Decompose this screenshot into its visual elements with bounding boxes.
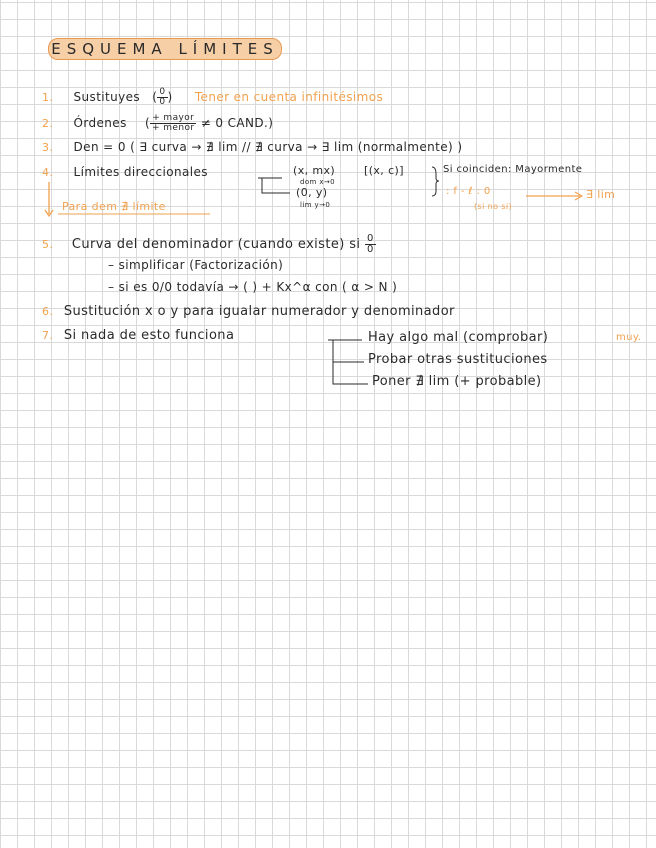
direction-xmx-sub: dom x→0 — [300, 178, 336, 186]
item-text: Curva del denominador (cuando existe) si — [71, 237, 361, 252]
item-number: 5. — [42, 238, 54, 251]
item-7 — [42, 328, 234, 343]
item-1: 1. Sustituyes ( $\frac{0}{0}$ ) Tener en cuenta infinitésimos — [42, 87, 384, 107]
fraction: $\frac{0}{0}$ — [366, 233, 374, 255]
item-text: Límites direccionales — [73, 165, 208, 179]
item-3 — [42, 140, 462, 154]
item-number: 6. — [42, 305, 54, 318]
coincide-text: Si coinciden: Mayormente — [443, 164, 583, 175]
item-number: 7. — [42, 329, 54, 342]
item-2: 2. Órdenes ( $\frac{\text{+ mayor}}{\text{+ menor}}$ ≠ 0 CAND.) — [42, 113, 274, 133]
direction-0y-sub: lim y→0 — [300, 201, 331, 209]
fraction: $\frac{0}{0}$ — [159, 87, 166, 107]
item-text: Sustituyes — [73, 90, 141, 104]
item-number: 3. — [42, 141, 54, 154]
sub-item: – simplificar (Factorización) — [108, 258, 284, 272]
option-2: Probar otras sustituciones — [368, 352, 548, 367]
item-6 — [42, 304, 455, 319]
direction-xc: [(x, c)] — [364, 164, 404, 177]
item-text: Si nada de esto funciona — [63, 328, 235, 343]
item-number: 4. — [42, 166, 54, 179]
item-text: Sustitución x o y para igualar numerador y denominador — [63, 304, 455, 319]
option-1: Hay algo mal (comprobar) — [368, 330, 549, 345]
direction-xmx: (x, mx) — [293, 164, 336, 177]
item-text: Órdenes — [73, 116, 127, 130]
item-text: Den = 0 ( ∃ curva → ∄ lim // ∄ curva → ∃ lim (normalmente) ) — [73, 140, 463, 154]
option-3: Poner ∄ lim (+ probable) — [372, 374, 542, 389]
fraction: $\frac{\text{+ mayor}}{\text{+ menor}}$ — [152, 113, 195, 133]
item-number: 2. — [42, 117, 54, 130]
sub-item: – si es 0/0 todavía → ( ) + Kx^α con ( α > N ) — [108, 280, 398, 294]
item-5 — [42, 234, 376, 255]
para-dem-note: Para dem ∄ límite — [62, 200, 166, 213]
page-title: ESQUEMA LÍMITES — [48, 38, 282, 60]
f-minus-l: : f - ℓ : 0 — [446, 186, 491, 197]
orange-note: Tener en cuenta infinitésimos — [194, 90, 384, 104]
option-note: muy. — [616, 332, 642, 343]
exists-lim: ∃ lim — [586, 188, 616, 201]
item-number: 1. — [42, 91, 54, 104]
item-4 — [42, 165, 208, 179]
item-rest: ≠ 0 CAND.) — [200, 116, 274, 130]
direction-0y: (0, y) — [296, 186, 328, 199]
si-no-si: (si no si) — [474, 202, 513, 211]
